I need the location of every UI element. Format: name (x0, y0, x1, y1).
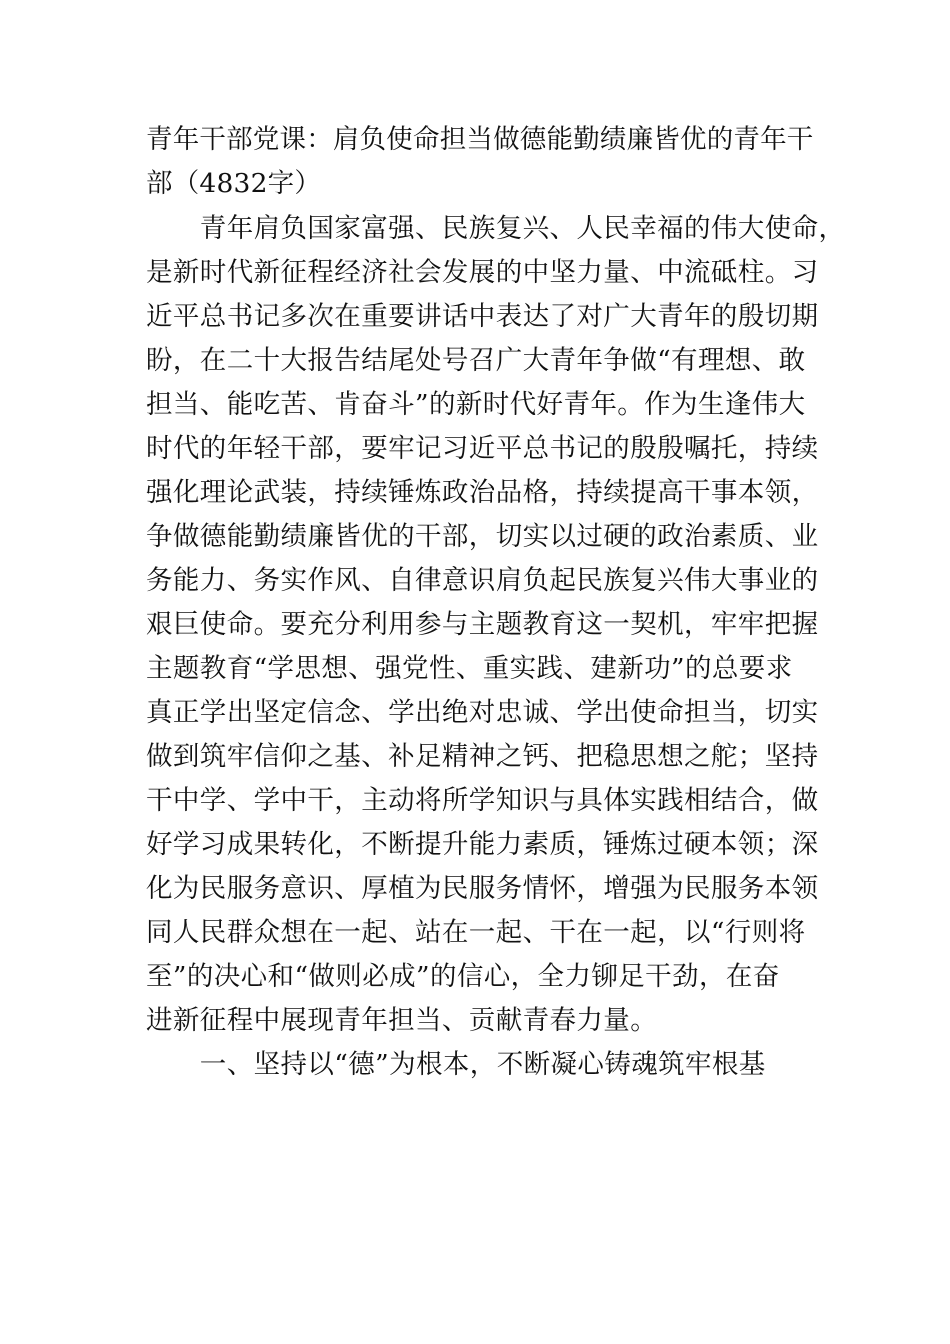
paragraph-line: 好学习成果转化，不断提升能力素质，锤炼过硬本领；深 (146, 829, 819, 860)
paragraph-line: 艰巨使命。要充分利用参与主题教育这一契机，牢牢把握 (146, 609, 819, 640)
paragraph-line: 进新征程中展现青年担当、贡献青春力量。 (146, 1005, 658, 1036)
paragraph-line: 是新时代新征程经济社会发展的中坚力量、中流砥柱。习 (146, 257, 819, 288)
paragraph-line: 化为民服务意识、厚植为民服务情怀，增强为民服务本领 (146, 873, 819, 904)
paragraph-line: 强化理论武装，持续锤炼政治品格，持续提高干事本领， (146, 477, 819, 508)
document-title-line-2: 部（4832字） (146, 168, 322, 199)
paragraph-line: 至”的决心和“做则必成”的信心，全力铆足干劲，在奋 (146, 961, 780, 992)
paragraph-line: 青年肩负国家富强、民族复兴、人民幸福的伟大使命， (146, 213, 846, 244)
paragraph-line: 真正学出坚定信念、学出绝对忠诚、学出使命担当，切实 (146, 697, 819, 728)
paragraph-line: 近平总书记多次在重要讲话中表达了对广大青年的殷切期 (146, 301, 819, 332)
paragraph-line: 务能力、务实作风、自律意识肩负起民族复兴伟大事业的 (146, 565, 819, 596)
paragraph-line: 担当、能吃苦、肯奋斗”的新时代好青年。作为生逢伟大 (146, 389, 806, 420)
section-heading: 一、坚持以“德”为根本，不断凝心铸魂筑牢根基 (146, 1049, 766, 1080)
paragraph-line: 主题教育“学思想、强党性、重实践、建新功”的总要求 (146, 653, 793, 684)
paragraph-line: 盼，在二十大报告结尾处号召广大青年争做“有理想、敢 (146, 345, 806, 376)
paragraph-line: 争做德能勤绩廉皆优的干部，切实以过硬的政治素质、业 (146, 521, 819, 552)
paragraph-line: 时代的年轻干部，要牢记习近平总书记的殷殷嘱托，持续 (146, 433, 819, 464)
paragraph-line: 干中学、学中干，主动将所学知识与具体实践相结合，做 (146, 785, 819, 816)
paragraph-line: 同人民群众想在一起、站在一起、干在一起，以“行则将 (146, 917, 806, 948)
document-title-line-1: 青年干部党课：肩负使命担当做德能勤绩廉皆优的青年干 (146, 124, 814, 155)
paragraph-line: 做到筑牢信仰之基、补足精神之钙、把稳思想之舵；坚持 (146, 741, 819, 772)
